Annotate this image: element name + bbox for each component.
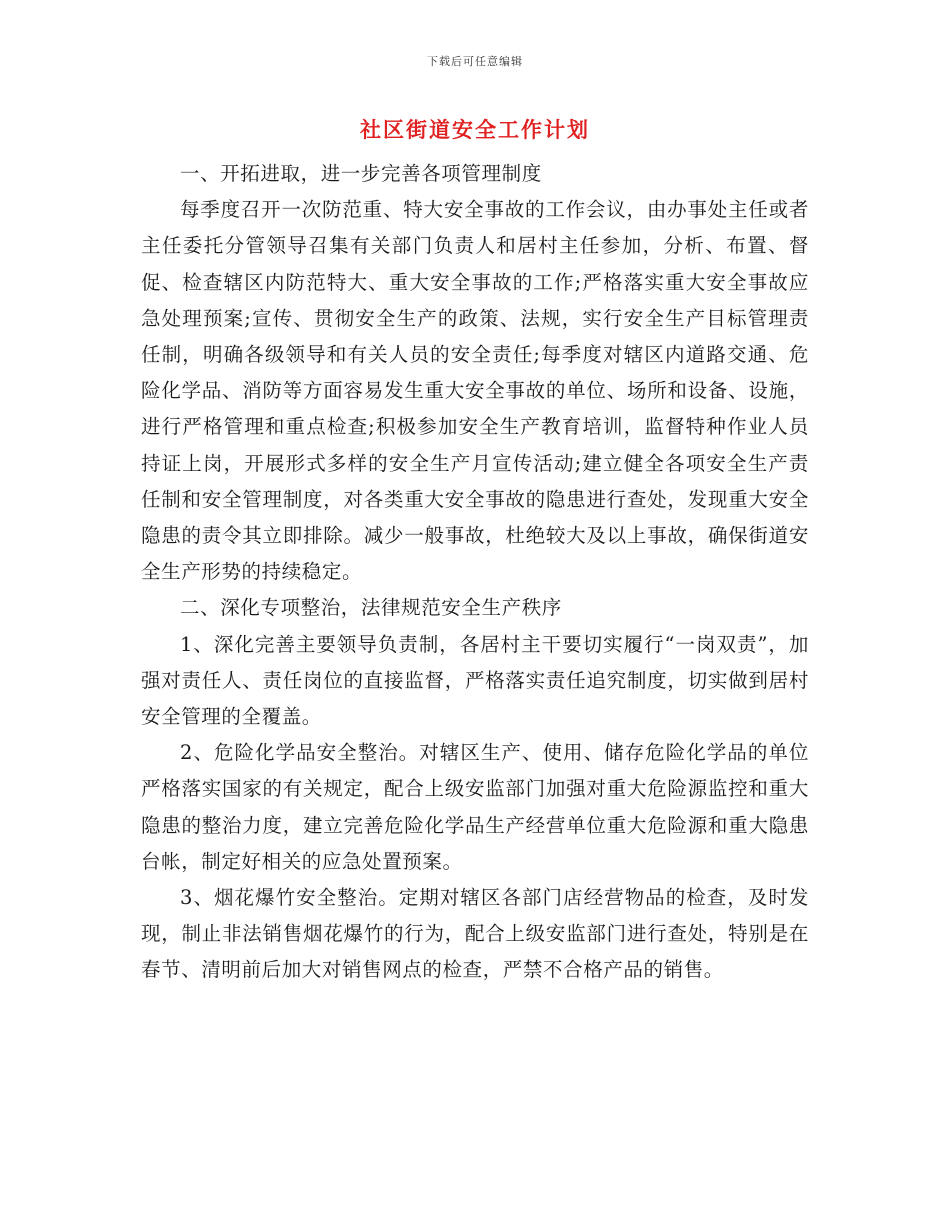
body-paragraph: 1、深化完善主要领导负责制，各居村主干要切实履行“一岗双责”，加强对责任人、责任岗位的直接监督，严格落实责任追究制度，切实做到居村安全管理的全覆盖。 xyxy=(141,632,809,729)
body-paragraph: 每季度召开一次防范重、特大安全事故的工作会议，由办事处主任或者主任委托分管领导召集有关部门负责人和居村主任参加，分析、布置、督促、检查辖区内防范特大、重大安全事故的工作;严格落实重大安全事故应急处理预案;宣传、贯彻安全生产的政策、法规，实行安全生产目标管理责任制，明确各级领导和有关人员的安全责任;每季度对辖区内道路交通、危险化学品、消防等方面容易发生重大安全事故的单位、场所和设备、设施，进行严格管理和重点检查;积极参加安全生产教育培训，监督特种作业人员持证上岗，开展形式多样的安全生产月宣传活动;建立健全各项安全生产责任制和安全管理制度，对各类重大安全事故的隐患进行查处，发现重大安全隐患的责令其立即排除。减少一般事故，杜绝较大及以上事故，确保街道安全生产形势的持续稳定。 xyxy=(141,198,809,584)
body-paragraph: 2、危险化学品安全整治。对辖区生产、使用、储存危险化学品的单位严格落实国家的有关规定，配合上级安监部门加强对重大危险源监控和重大隐患的整治力度，建立完善危险化学品生产经营单位重大危险源和重大隐患台帐，制定好相关的应急处置预案。 xyxy=(141,741,809,873)
section-heading-1: 一、开拓进取，进一步完善各项管理制度 xyxy=(180,162,542,185)
section-heading-2: 二、深化专项整治，法律规范安全生产秩序 xyxy=(180,596,562,620)
header-note: 下载后可任意编辑 xyxy=(427,55,523,68)
document-title: 社区街道安全工作计划 xyxy=(360,117,590,142)
body-paragraph: 3、烟花爆竹安全整治。定期对辖区各部门店经营物品的检查，及时发现，制止非法销售烟花爆竹的行为，配合上级安监部门进行查处，特别是在春节、清明前后加大对销售网点的检查，严禁不合格产品的销售。 xyxy=(141,886,809,982)
document-body xyxy=(141,156,809,989)
